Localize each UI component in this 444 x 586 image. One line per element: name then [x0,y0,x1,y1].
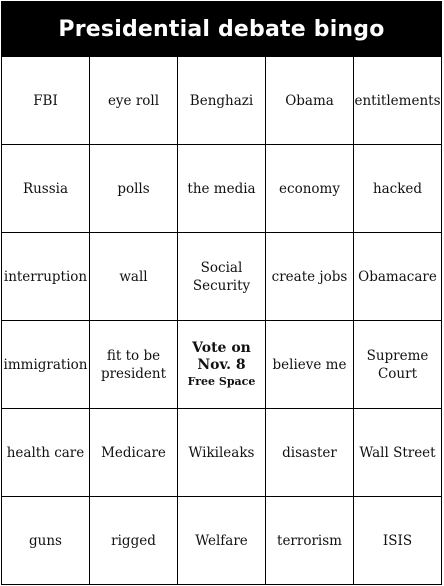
cell-label: economy [279,180,340,197]
bingo-card [1,1,442,585]
cell-label: ISIS [382,532,413,549]
bingo-cell [354,497,441,584]
page-title: Presidential debate bingo [58,17,385,42]
cell-label: polls [117,180,150,197]
bingo-cell [90,145,178,233]
free-space-label: Free Space [187,374,256,388]
cell-label: Obamacare [358,268,437,285]
cell-label: hacked [372,180,423,197]
bingo-cell [90,57,178,145]
cell-label: Supreme Court [366,347,429,382]
cell-label: wall [119,268,148,285]
cell-label: entitlements [354,92,441,109]
free-space-cell [178,321,266,409]
bingo-cell [178,145,266,233]
cell-label: Wall Street [359,444,436,461]
bingo-cell [90,321,178,409]
cell-label: immigration [3,356,88,373]
bingo-cell [2,145,90,233]
bingo-cell [178,497,266,584]
cell-label: the media [187,180,256,197]
cell-label: Medicare [101,444,166,461]
bingo-cell [2,497,90,584]
bingo-cell [178,57,266,145]
cell-label: rigged [111,532,156,549]
bingo-cell [354,57,441,145]
bingo-cell [178,233,266,321]
bingo-cell [2,57,90,145]
cell-label: Russia [22,180,69,197]
bingo-cell [2,233,90,321]
bingo-cell [354,145,441,233]
cell-label: guns [29,532,62,549]
free-space-line-2: Nov. 8 [197,356,246,373]
bingo-cell [2,321,90,409]
bingo-cell [266,57,354,145]
cell-label: Wikileaks [188,444,255,461]
cell-label: create jobs [271,268,348,285]
bingo-cell [90,497,178,584]
cell-label: believe me [272,356,347,373]
bingo-cell [354,409,441,497]
bingo-cell [2,409,90,497]
free-space-line-1: Vote on [192,339,251,356]
bingo-grid [2,57,441,584]
bingo-cell [266,321,354,409]
bingo-cell [90,233,178,321]
bingo-cell [354,233,441,321]
cell-label: disaster [282,444,337,461]
bingo-cell [354,321,441,409]
cell-label: Social Security [192,259,251,294]
cell-label: Welfare [195,532,248,549]
bingo-cell [266,497,354,584]
bingo-cell [266,233,354,321]
cell-label: eye roll [107,92,160,109]
bingo-cell [90,409,178,497]
title-bar [2,2,441,57]
bingo-cell [178,409,266,497]
cell-label: Benghazi [189,92,254,109]
cell-label: FBI [33,92,58,109]
bingo-cell [266,145,354,233]
cell-label: Obama [285,92,334,109]
cell-label: interruption [3,268,88,285]
bingo-cell [266,409,354,497]
cell-label: terrorism [277,532,342,549]
cell-label: health care [6,444,85,461]
cell-label: fit to be president [100,347,167,382]
